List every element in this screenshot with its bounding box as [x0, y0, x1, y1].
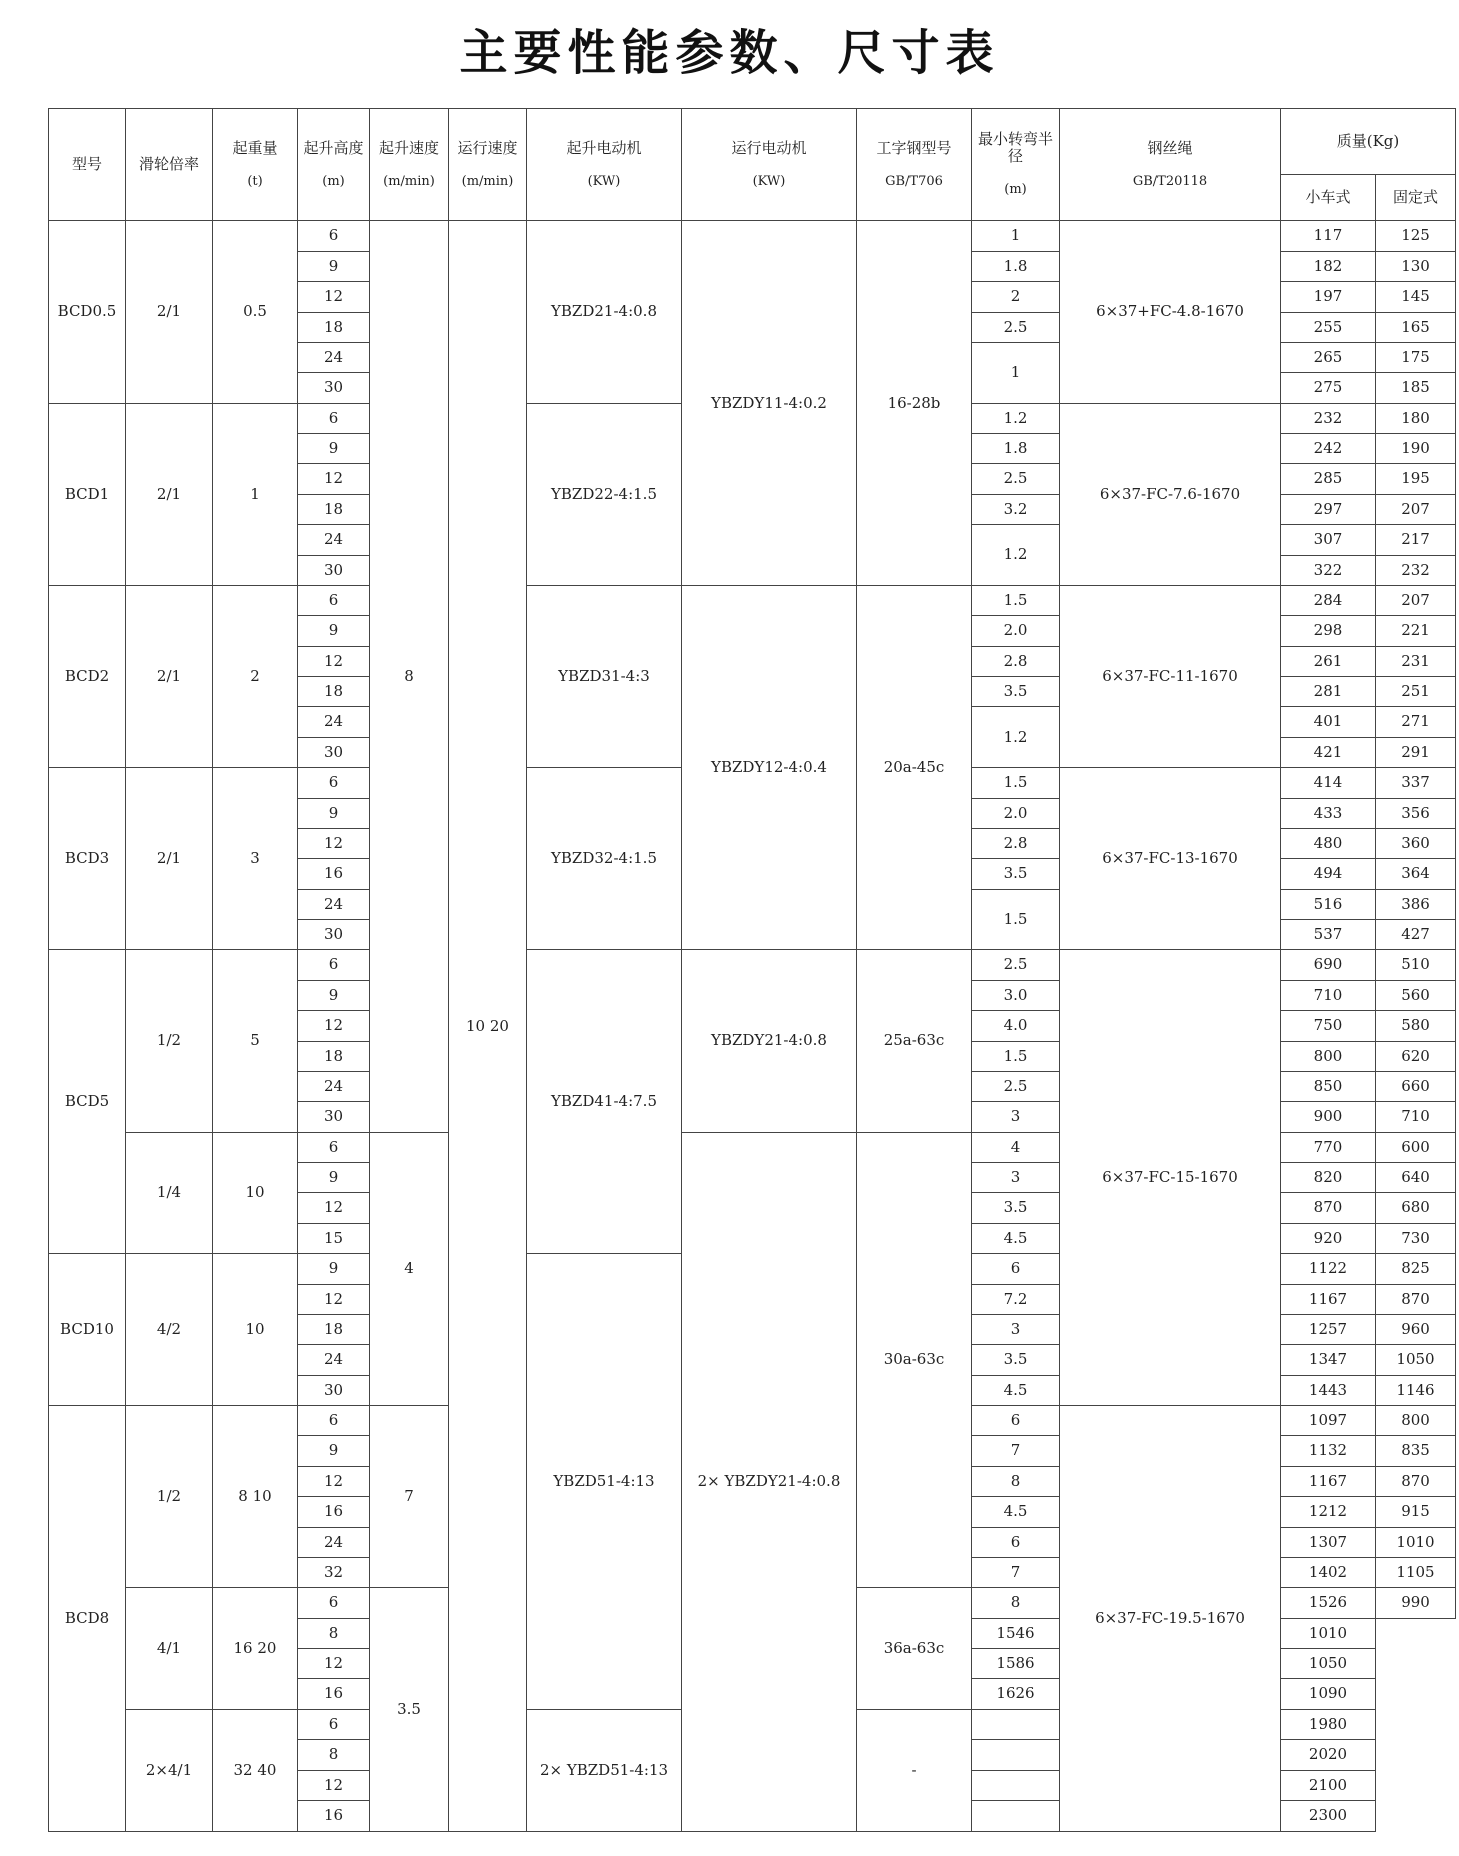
lift-height-cell: 24 [298, 342, 370, 372]
beam-cell: 16-28b [857, 221, 972, 586]
lift-height-cell: 12 [298, 1466, 370, 1496]
mass-trolley-cell: 1167 [1281, 1466, 1376, 1496]
mass-trolley-cell: 401 [1281, 707, 1376, 737]
mass-fixed-cell: 680 [1376, 1193, 1456, 1223]
lift-height-cell: 18 [298, 494, 370, 524]
radius-cell: 2.0 [972, 798, 1060, 828]
mass-fixed-cell: 271 [1376, 707, 1456, 737]
lift-height-cell: 30 [298, 920, 370, 950]
capacity-cell: 2 [213, 585, 298, 767]
header-rope-unit: GB/T20118 [1132, 173, 1208, 189]
beam-cell: 36a-63c [857, 1588, 972, 1710]
capacity-cell: 32 40 [213, 1709, 298, 1831]
lift-height-cell: 30 [298, 373, 370, 403]
header-rope [1060, 109, 1281, 221]
beam-cell: 30a-63c [857, 1132, 972, 1588]
mass-fixed-cell: 600 [1376, 1132, 1456, 1162]
lift-height-cell: 9 [298, 1436, 370, 1466]
lift-height-cell: 16 [298, 1679, 370, 1709]
mass-trolley-cell: 710 [1281, 980, 1376, 1010]
mass-fixed-cell: 207 [1376, 494, 1456, 524]
radius-cell: 1.5 [972, 889, 1060, 950]
lift-height-cell: 18 [298, 312, 370, 342]
radius-cell: 1.8 [972, 251, 1060, 281]
lift-height-cell: 18 [298, 677, 370, 707]
mass-trolley-cell: 1212 [1281, 1497, 1376, 1527]
radius-cell: 3.2 [972, 494, 1060, 524]
mass-fixed-cell: 364 [1376, 859, 1456, 889]
lift-height-cell: 30 [298, 555, 370, 585]
ratio-cell: 2/1 [126, 221, 213, 403]
lift-height-cell: 24 [298, 889, 370, 919]
model-cell: BCD8 [49, 1406, 126, 1832]
mass-trolley-cell: 298 [1281, 616, 1376, 646]
lift-height-cell: 8 [298, 1618, 370, 1648]
mass-fixed-cell: 620 [1376, 1041, 1456, 1071]
radius-cell: 4.5 [972, 1223, 1060, 1253]
radius-cell: 3 [972, 1102, 1060, 1132]
ratio-cell: 2/1 [126, 403, 213, 585]
radius-cell: 1.5 [972, 768, 1060, 798]
capacity-cell: 16 20 [213, 1588, 298, 1710]
lift-height-cell: 9 [298, 1254, 370, 1284]
radius-cell: 1.2 [972, 403, 1060, 433]
rope-cell: 6×37+FC-4.8-1670 [1060, 221, 1281, 403]
capacity-cell: 3 [213, 768, 298, 950]
header-radius [972, 109, 1060, 221]
header-lift-motor [527, 109, 682, 221]
lift-speed-cell: 7 [370, 1406, 449, 1588]
mass-trolley-cell: 870 [1281, 1193, 1376, 1223]
radius-cell: 2.5 [972, 950, 1060, 980]
radius-cell: 3.5 [972, 677, 1060, 707]
mass-fixed-cell: 231 [1376, 646, 1456, 676]
lift-height-cell: 32 [298, 1557, 370, 1587]
lift-height-cell: 12 [298, 1649, 370, 1679]
rope-cell: 6×37-FC-15-1670 [1060, 950, 1281, 1406]
capacity-cell: 10 [213, 1254, 298, 1406]
lift-height-cell: 6 [298, 1132, 370, 1162]
header-sheave-ratio [126, 109, 213, 221]
rope-cell: 6×37-FC-13-1670 [1060, 768, 1281, 950]
radius-cell: 1.2 [972, 525, 1060, 586]
lift-height-cell: 6 [298, 950, 370, 980]
header-lift-motor-unit: (KW) [587, 173, 621, 189]
header-travel-motor-unit: (KW) [752, 173, 786, 189]
radius-cell: 6 [972, 1406, 1060, 1436]
lift-height-cell: 15 [298, 1223, 370, 1253]
lift-speed-cell: 4 [370, 1132, 449, 1405]
radius-cell: 6 [972, 1527, 1060, 1557]
header-travel-motor [682, 109, 857, 221]
radius-cell: 3.5 [972, 1193, 1060, 1223]
mass-fixed-cell: 195 [1376, 464, 1456, 494]
header-capacity-unit: (t) [247, 173, 263, 189]
lift-height-cell: 6 [298, 1709, 370, 1739]
mass-trolley-cell: 322 [1281, 555, 1376, 585]
radius-cell: 4 [972, 1132, 1060, 1162]
mass-trolley-cell [972, 1709, 1060, 1739]
mass-trolley-cell: 1443 [1281, 1375, 1376, 1405]
radius-cell: 1.2 [972, 707, 1060, 768]
lift-height-cell: 12 [298, 646, 370, 676]
header-beam-label: 工字钢型号 [876, 138, 952, 157]
model-cell: BCD3 [49, 768, 126, 950]
header-sheave-ratio-label: 滑轮倍率 [138, 155, 199, 174]
capacity-cell: 1 [213, 403, 298, 585]
mass-fixed-cell: 1105 [1376, 1557, 1456, 1587]
header-capacity-label: 起重量 [232, 138, 278, 157]
radius-cell: 3.0 [972, 980, 1060, 1010]
mass-trolley-cell: 537 [1281, 920, 1376, 950]
mass-trolley-cell: 820 [1281, 1163, 1376, 1193]
lift-height-cell: 12 [298, 1284, 370, 1314]
lift-height-cell: 9 [298, 616, 370, 646]
header-travel-speed-label: 运行速度 [457, 138, 518, 157]
mass-fixed-cell: 960 [1376, 1314, 1456, 1344]
model-cell: BCD5 [49, 950, 126, 1254]
travel-speed-cell: 10 20 [449, 221, 527, 1832]
mass-fixed-cell: 2300 [1281, 1800, 1376, 1831]
ratio-cell: 1/4 [126, 1132, 213, 1254]
mass-trolley-cell: 1586 [972, 1649, 1060, 1679]
header-lift-motor-label: 起升电动机 [566, 138, 642, 157]
radius-cell: 8 [972, 1588, 1060, 1618]
mass-fixed-cell: 360 [1376, 828, 1456, 858]
header-lift-height-unit: (m) [322, 173, 345, 189]
mass-fixed-cell: 232 [1376, 555, 1456, 585]
radius-cell: 4.5 [972, 1497, 1060, 1527]
header-travel-speed [449, 109, 527, 221]
travel-motor-cell: YBZDY12-4:0.4 [682, 585, 857, 950]
mass-trolley-cell: 850 [1281, 1071, 1376, 1101]
lift-motor-cell: YBZD32-4:1.5 [527, 768, 682, 950]
radius-cell: 1.5 [972, 1041, 1060, 1071]
radius-cell: 1 [972, 221, 1060, 251]
radius-cell: 7 [972, 1436, 1060, 1466]
capacity-cell: 10 [213, 1132, 298, 1254]
lift-height-cell: 12 [298, 282, 370, 312]
radius-cell: 3 [972, 1314, 1060, 1344]
mass-fixed-cell: 217 [1376, 525, 1456, 555]
mass-fixed-cell: 2100 [1281, 1770, 1376, 1800]
mass-fixed-cell: 510 [1376, 950, 1456, 980]
model-cell: BCD0.5 [49, 221, 126, 403]
radius-cell: 2.5 [972, 1071, 1060, 1101]
lift-height-cell: 6 [298, 1588, 370, 1618]
lift-height-cell: 24 [298, 1527, 370, 1557]
lift-height-cell: 30 [298, 1375, 370, 1405]
radius-cell: 2.5 [972, 464, 1060, 494]
lift-height-cell: 12 [298, 1770, 370, 1800]
lift-height-cell: 8 [298, 1740, 370, 1770]
beam-cell: - [857, 1709, 972, 1831]
mass-fixed-cell: 165 [1376, 312, 1456, 342]
radius-cell: 4.0 [972, 1011, 1060, 1041]
travel-motor-cell: YBZDY21-4:0.8 [682, 950, 857, 1132]
mass-trolley-cell: 255 [1281, 312, 1376, 342]
mass-trolley-cell: 1257 [1281, 1314, 1376, 1344]
lift-height-cell: 12 [298, 1011, 370, 1041]
radius-cell: 3 [972, 1163, 1060, 1193]
lift-height-cell: 24 [298, 707, 370, 737]
radius-cell: 7 [972, 1557, 1060, 1587]
lift-height-cell: 6 [298, 1406, 370, 1436]
mass-trolley-cell: 182 [1281, 251, 1376, 281]
mass-fixed-cell: 730 [1376, 1223, 1456, 1253]
lift-motor-cell: YBZD41-4:7.5 [527, 950, 682, 1254]
lift-height-cell: 24 [298, 1071, 370, 1101]
mass-fixed-cell: 640 [1376, 1163, 1456, 1193]
ratio-cell: 2/1 [126, 768, 213, 950]
mass-trolley-cell: 265 [1281, 342, 1376, 372]
capacity-cell: 0.5 [213, 221, 298, 403]
radius-cell: 1 [972, 342, 1060, 403]
mass-trolley-cell: 414 [1281, 768, 1376, 798]
beam-cell: 20a-45c [857, 585, 972, 950]
mass-trolley-cell: 1307 [1281, 1527, 1376, 1557]
mass-fixed-cell: 1010 [1376, 1527, 1456, 1557]
header-capacity [213, 109, 298, 221]
mass-fixed-cell: 1146 [1376, 1375, 1456, 1405]
header-mass-fixed: 固定式 [1376, 174, 1456, 220]
mass-fixed-cell: 1980 [1281, 1709, 1376, 1739]
lift-height-cell: 9 [298, 798, 370, 828]
mass-trolley-cell: 232 [1281, 403, 1376, 433]
mass-trolley-cell: 284 [1281, 585, 1376, 615]
mass-fixed-cell: 190 [1376, 434, 1456, 464]
radius-cell: 2.0 [972, 616, 1060, 646]
header-radius-unit: (m) [1004, 182, 1027, 198]
mass-fixed-cell: 1090 [1281, 1679, 1376, 1709]
capacity-cell: 5 [213, 950, 298, 1132]
header-lift-speed-label: 起升速度 [378, 138, 439, 157]
lift-motor-cell: YBZD22-4:1.5 [527, 403, 682, 585]
ratio-cell: 1/2 [126, 950, 213, 1132]
radius-cell: 2.5 [972, 312, 1060, 342]
mass-fixed-cell: 825 [1376, 1254, 1456, 1284]
lift-height-cell: 16 [298, 859, 370, 889]
lift-height-cell: 6 [298, 403, 370, 433]
header-model [49, 109, 126, 221]
lift-height-cell: 9 [298, 434, 370, 464]
mass-fixed-cell: 386 [1376, 889, 1456, 919]
header-mass: 质量(Kg) [1281, 109, 1456, 175]
model-cell: BCD10 [49, 1254, 126, 1406]
header-lift-speed [370, 109, 449, 221]
mass-fixed-cell: 145 [1376, 282, 1456, 312]
lift-speed-cell: 8 [370, 221, 449, 1132]
header-beam-unit: GB/T706 [885, 173, 943, 189]
mass-fixed-cell: 427 [1376, 920, 1456, 950]
ratio-cell: 4/1 [126, 1588, 213, 1710]
mass-fixed-cell: 291 [1376, 737, 1456, 767]
radius-cell: 2.8 [972, 828, 1060, 858]
mass-trolley-cell: 1402 [1281, 1557, 1376, 1587]
radius-cell: 6 [972, 1254, 1060, 1284]
lift-height-cell: 6 [298, 221, 370, 251]
performance-table [48, 108, 1456, 1832]
mass-trolley-cell: 1122 [1281, 1254, 1376, 1284]
mass-trolley-cell: 117 [1281, 221, 1376, 251]
radius-cell: 2 [972, 282, 1060, 312]
mass-trolley-cell [972, 1800, 1060, 1831]
mass-trolley-cell: 1526 [1281, 1588, 1376, 1618]
mass-trolley-cell: 1132 [1281, 1436, 1376, 1466]
capacity-cell: 8 10 [213, 1406, 298, 1588]
mass-trolley-cell: 281 [1281, 677, 1376, 707]
mass-fixed-cell: 175 [1376, 342, 1456, 372]
mass-fixed-cell: 1050 [1281, 1649, 1376, 1679]
lift-height-cell: 18 [298, 1314, 370, 1344]
header-rope-label: 钢丝绳 [1147, 138, 1193, 157]
ratio-cell: 1/2 [126, 1406, 213, 1588]
mass-fixed-cell: 185 [1376, 373, 1456, 403]
mass-trolley-cell: 297 [1281, 494, 1376, 524]
mass-fixed-cell: 870 [1376, 1466, 1456, 1496]
lift-motor-cell: YBZD31-4:3 [527, 585, 682, 767]
mass-fixed-cell: 835 [1376, 1436, 1456, 1466]
radius-cell: 7.2 [972, 1284, 1060, 1314]
mass-trolley-cell: 433 [1281, 798, 1376, 828]
rope-cell: 6×37-FC-11-1670 [1060, 585, 1281, 767]
mass-fixed-cell: 580 [1376, 1011, 1456, 1041]
mass-trolley-cell: 261 [1281, 646, 1376, 676]
lift-height-cell: 24 [298, 1345, 370, 1375]
mass-trolley-cell: 516 [1281, 889, 1376, 919]
header-travel-motor-label: 运行电动机 [731, 138, 807, 157]
rope-cell: 6×37-FC-19.5-1670 [1060, 1406, 1281, 1832]
lift-height-cell: 18 [298, 1041, 370, 1071]
mass-trolley-cell: 1347 [1281, 1345, 1376, 1375]
mass-fixed-cell: 337 [1376, 768, 1456, 798]
mass-trolley-cell: 307 [1281, 525, 1376, 555]
mass-fixed-cell: 1050 [1376, 1345, 1456, 1375]
lift-height-cell: 12 [298, 464, 370, 494]
mass-trolley-cell [972, 1740, 1060, 1770]
lift-height-cell: 16 [298, 1497, 370, 1527]
mass-fixed-cell: 125 [1376, 221, 1456, 251]
mass-trolley-cell: 1167 [1281, 1284, 1376, 1314]
ratio-cell: 2×4/1 [126, 1709, 213, 1831]
ratio-cell: 4/2 [126, 1254, 213, 1406]
model-cell: BCD2 [49, 585, 126, 767]
mass-fixed-cell: 180 [1376, 403, 1456, 433]
mass-fixed-cell: 207 [1376, 585, 1456, 615]
mass-fixed-cell: 130 [1376, 251, 1456, 281]
mass-trolley-cell: 480 [1281, 828, 1376, 858]
mass-fixed-cell: 710 [1376, 1102, 1456, 1132]
header-lift-speed-unit: (m/min) [383, 173, 435, 189]
lift-height-cell: 30 [298, 737, 370, 767]
travel-motor-cell: 2× YBZDY21-4:0.8 [682, 1132, 857, 1831]
mass-fixed-cell: 251 [1376, 677, 1456, 707]
mass-trolley-cell: 197 [1281, 282, 1376, 312]
lift-height-cell: 12 [298, 828, 370, 858]
radius-cell: 4.5 [972, 1375, 1060, 1405]
lift-height-cell: 9 [298, 980, 370, 1010]
mass-fixed-cell: 221 [1376, 616, 1456, 646]
mass-trolley-cell [972, 1770, 1060, 1800]
header-lift-height-label: 起升高度 [303, 138, 364, 157]
mass-trolley-cell: 275 [1281, 373, 1376, 403]
lift-height-cell: 24 [298, 525, 370, 555]
mass-trolley-cell: 750 [1281, 1011, 1376, 1041]
header-radius-label: 最小转弯半径 [977, 129, 1053, 166]
lift-motor-cell: YBZD51-4:13 [527, 1254, 682, 1710]
mass-trolley-cell: 690 [1281, 950, 1376, 980]
mass-trolley-cell: 421 [1281, 737, 1376, 767]
header-lift-height [298, 109, 370, 221]
lift-motor-cell: YBZD21-4:0.8 [527, 221, 682, 403]
mass-trolley-cell: 1097 [1281, 1406, 1376, 1436]
header-beam [857, 109, 972, 221]
lift-height-cell: 12 [298, 1193, 370, 1223]
header-travel-speed-unit: (m/min) [461, 173, 514, 189]
mass-fixed-cell: 1010 [1281, 1618, 1376, 1648]
mass-fixed-cell: 560 [1376, 980, 1456, 1010]
mass-trolley-cell: 800 [1281, 1041, 1376, 1071]
page-title: 主要性能参数、尺寸表 [459, 25, 1000, 81]
lift-height-cell: 6 [298, 585, 370, 615]
radius-cell: 3.5 [972, 859, 1060, 889]
mass-fixed-cell: 870 [1376, 1284, 1456, 1314]
rope-cell: 6×37-FC-7.6-1670 [1060, 403, 1281, 585]
header-mass-trolley: 小车式 [1281, 174, 1376, 220]
mass-fixed-cell: 800 [1376, 1406, 1456, 1436]
lift-height-cell: 9 [298, 1163, 370, 1193]
radius-cell: 3.5 [972, 1345, 1060, 1375]
mass-trolley-cell: 920 [1281, 1223, 1376, 1253]
mass-fixed-cell: 915 [1376, 1497, 1456, 1527]
mass-trolley-cell: 1546 [972, 1618, 1060, 1648]
radius-cell: 1.5 [972, 585, 1060, 615]
mass-trolley-cell: 1626 [972, 1679, 1060, 1709]
lift-height-cell: 30 [298, 1102, 370, 1132]
radius-cell: 8 [972, 1466, 1060, 1496]
model-cell: BCD1 [49, 403, 126, 585]
header-model-label: 型号 [71, 155, 102, 174]
mass-trolley-cell: 900 [1281, 1102, 1376, 1132]
radius-cell: 2.8 [972, 646, 1060, 676]
mass-trolley-cell: 242 [1281, 434, 1376, 464]
lift-height-cell: 6 [298, 768, 370, 798]
lift-motor-cell: 2× YBZD51-4:13 [527, 1709, 682, 1831]
travel-motor-cell: YBZDY11-4:0.2 [682, 221, 857, 586]
mass-fixed-cell: 990 [1376, 1588, 1456, 1618]
mass-trolley-cell: 770 [1281, 1132, 1376, 1162]
lift-height-cell: 16 [298, 1800, 370, 1831]
mass-trolley-cell: 494 [1281, 859, 1376, 889]
mass-fixed-cell: 660 [1376, 1071, 1456, 1101]
radius-cell: 1.8 [972, 434, 1060, 464]
lift-height-cell: 9 [298, 251, 370, 281]
beam-cell: 25a-63c [857, 950, 972, 1132]
mass-fixed-cell: 356 [1376, 798, 1456, 828]
mass-trolley-cell: 285 [1281, 464, 1376, 494]
ratio-cell: 2/1 [126, 585, 213, 767]
mass-fixed-cell: 2020 [1281, 1740, 1376, 1770]
lift-speed-cell: 3.5 [370, 1588, 449, 1832]
